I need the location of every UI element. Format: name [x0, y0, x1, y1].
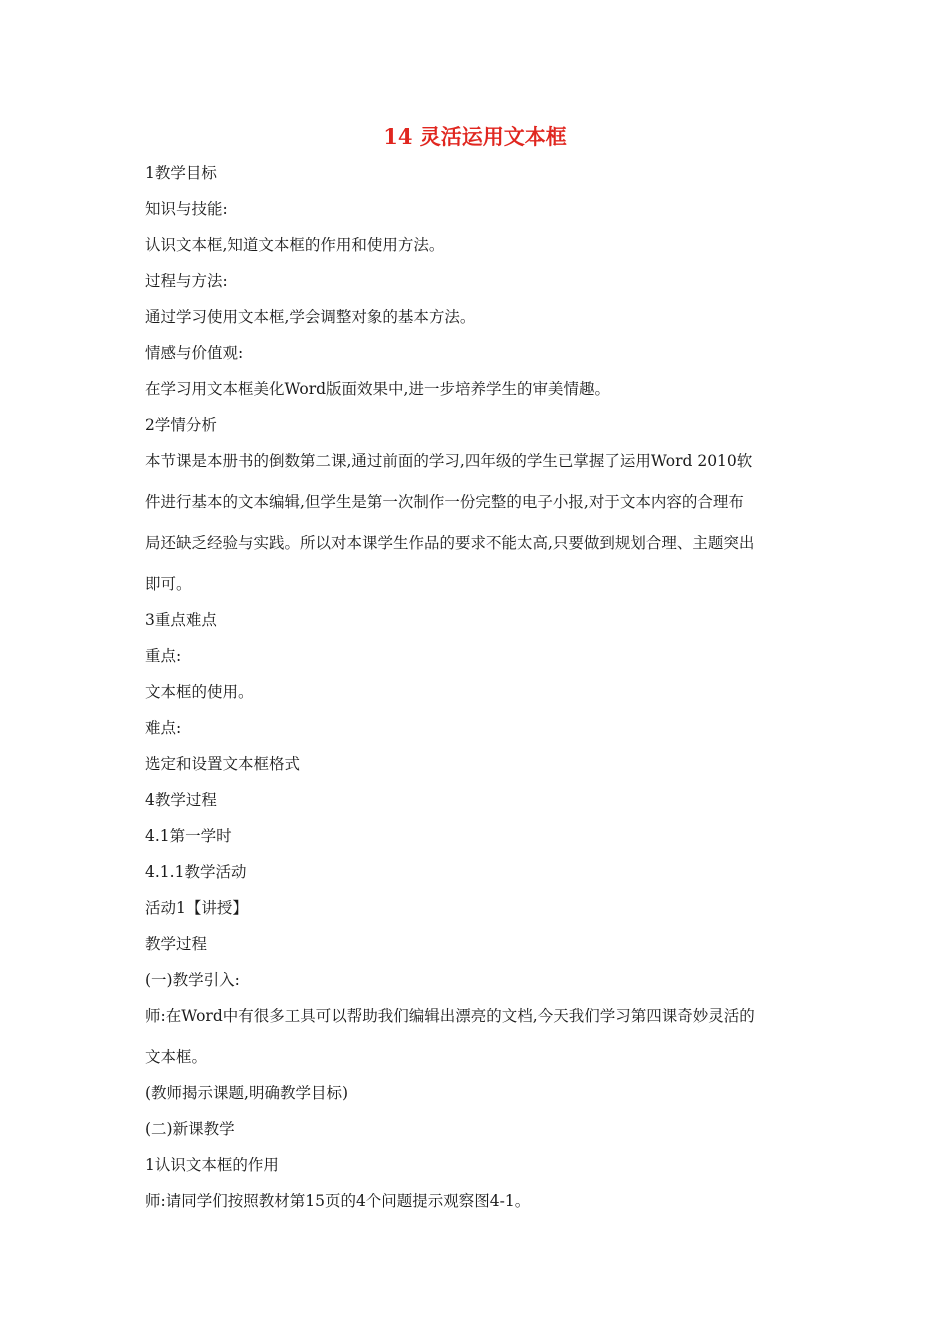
subheading-key: 重点: [145, 647, 182, 665]
paragraph: (教师揭示课题,明确教学目标) [145, 1084, 349, 1102]
paragraph-line: 件进行基本的文本编辑,但学生是第一次制作一份完整的电子小报,对于文本内容的合理布 [145, 493, 744, 511]
heading-teaching-activity: 4.1.1教学活动 [145, 863, 247, 881]
paragraph: 教学过程 [145, 935, 208, 953]
paragraph-line: 师:在Word中有很多工具可以帮助我们编辑出漂亮的文档,今天我们学习第四课奇妙灵活的 [145, 1007, 755, 1025]
paragraph-line: 局还缺乏经验与实践。所以对本课学生作品的要求不能太高,只要做到规划合理、主题突出 [145, 534, 755, 552]
paragraph: 选定和设置文本框格式 [145, 755, 301, 773]
subheading-process-method: 过程与方法: [145, 272, 228, 290]
heading-first-period: 4.1第一学时 [145, 827, 232, 845]
paragraph: 在学习用文本框美化Word版面效果中,进一步培养学生的审美情趣。 [145, 380, 610, 398]
subheading-emotion-values: 情感与价值观: [145, 344, 244, 362]
paragraph: 通过学习使用文本框,学会调整对象的基本方法。 [145, 308, 476, 326]
subheading-intro: (一)教学引入: [145, 971, 240, 989]
heading-student-analysis: 2学情分析 [145, 416, 217, 434]
paragraph-line: 文本框。 [145, 1048, 208, 1066]
heading-teaching-process: 4教学过程 [145, 791, 217, 809]
heading-key-points: 3重点难点 [145, 611, 217, 629]
heading-teaching-goals: 1教学目标 [145, 164, 217, 182]
document-title: 14 灵活运用文本框 [383, 124, 567, 149]
paragraph: 文本框的使用。 [145, 683, 254, 701]
paragraph: 认识文本框,知道文本框的作用和使用方法。 [145, 236, 445, 254]
paragraph-line: 即可。 [145, 575, 192, 593]
subheading-knowledge-skills: 知识与技能: [145, 200, 228, 218]
activity-label: 活动1【讲授】 [145, 899, 248, 917]
subheading-new-lesson: (二)新课教学 [145, 1120, 235, 1138]
paragraph-line: 本节课是本册书的倒数第二课,通过前面的学习,四年级的学生已掌握了运用Word 2010软 [145, 452, 753, 470]
paragraph: 师:请同学们按照教材第15页的4个问题提示观察图4-1。 [145, 1192, 531, 1210]
subheading-textbox-role: 1认识文本框的作用 [145, 1156, 279, 1174]
subheading-difficulty: 难点: [145, 719, 182, 737]
